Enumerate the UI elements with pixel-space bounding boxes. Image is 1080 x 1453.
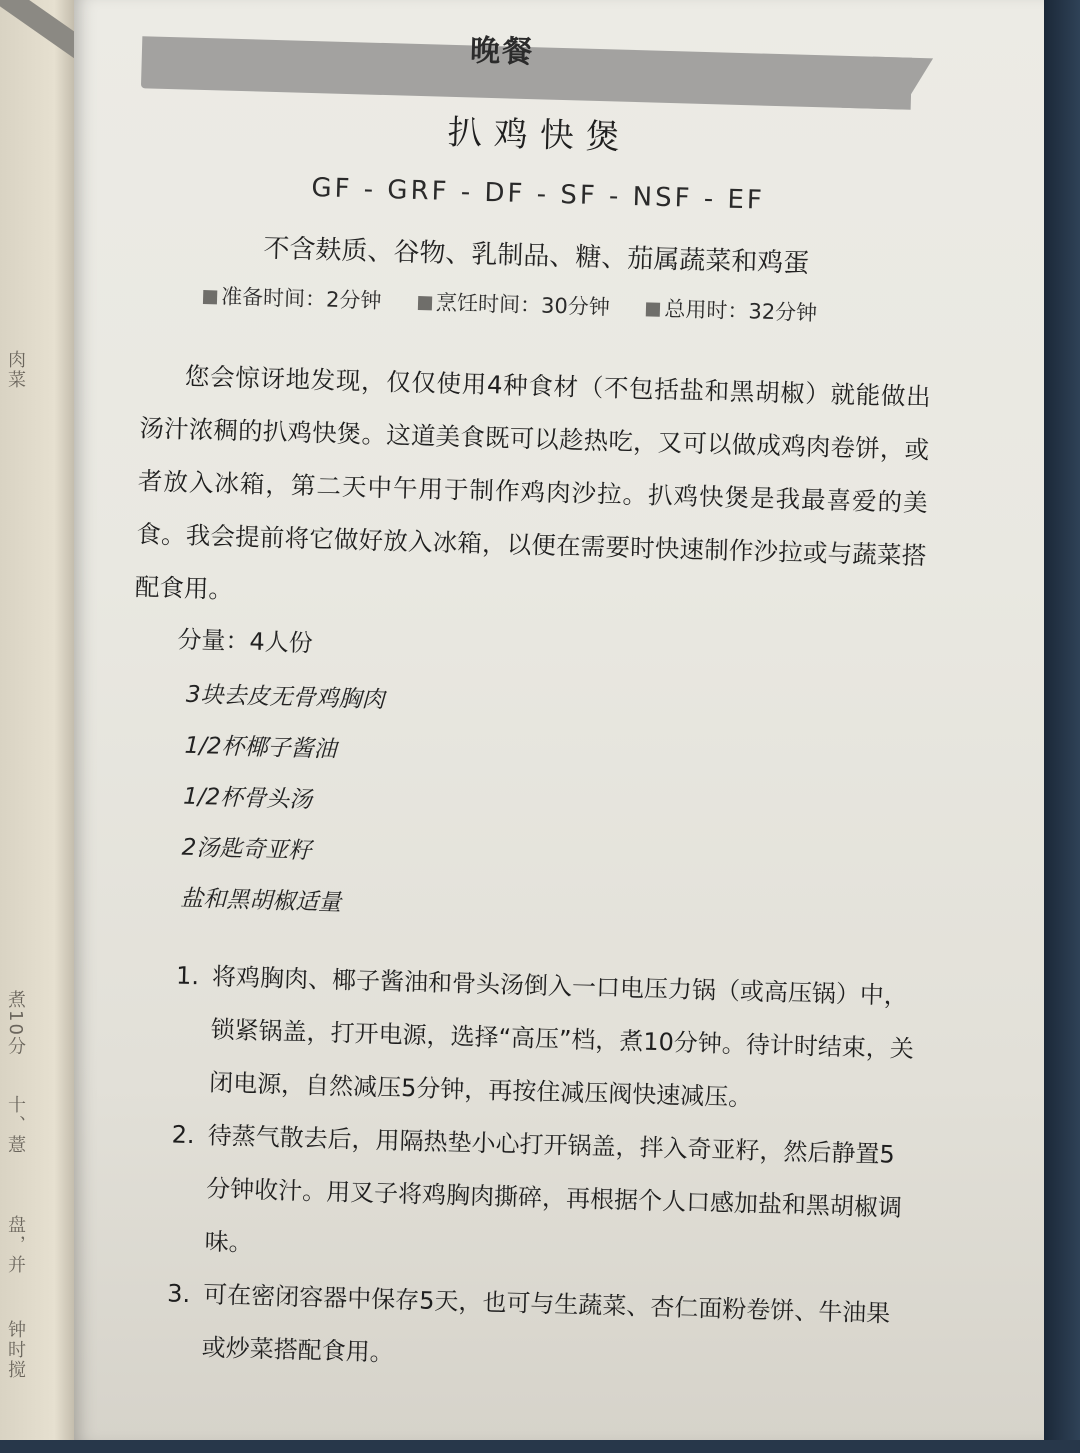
- total-time: [646, 296, 817, 325]
- cook-time-text: 烹饪时间：30分钟: [435, 290, 611, 320]
- total-time-text: 总用时：32分钟: [664, 296, 818, 326]
- left-page-fragment: 十、薏: [5, 1095, 26, 1155]
- servings: 分量：4人份: [177, 625, 314, 658]
- step-text: 可在密闭容器中保存5天，也可与生蔬菜、杏仁面粉卷饼、牛油果或炒菜搭配食用。: [201, 1280, 891, 1367]
- step-item: [172, 950, 916, 1130]
- step-text: 将鸡胸肉、椰子酱油和骨头汤倒入一口电压力锅（或高压锅）中，锁紧锅盖，打开电源，选择“高压”档，煮10分钟。待计时结束，关闭电源，自然减压5分钟，再按住减压阀快速减压。: [208, 962, 915, 1112]
- book-page: [74, 0, 1044, 1440]
- page-content: [54, 0, 1064, 1453]
- cook-time: [418, 290, 610, 319]
- prep-time: [203, 284, 382, 313]
- left-page-fragment: 肉菜: [5, 350, 26, 390]
- step-item: [168, 1109, 912, 1289]
- time-info: [203, 280, 904, 330]
- square-bullet-icon: [418, 296, 432, 310]
- free-of-line: 不含麸质、谷物、乳制品、糖、茄属蔬菜和鸡蛋: [263, 233, 810, 279]
- step-number: 1.: [175, 961, 200, 991]
- recipe-intro: 您会惊讶地发现，仅仅使用4种食材（不包括盐和黑胡椒）就能做出汤汁浓稠的扒鸡快煲。这道美食既可以趁热吃，又可以做成鸡肉卷饼，或者放入冰箱，第二天中午用于制作鸡肉沙拉。扒鸡快煲是我最喜爱的美食。我会提前将它做好放入冰箱，以便在需要时快速制作沙拉或与蔬菜搭配食用。: [134, 361, 932, 604]
- step-number: 3.: [166, 1279, 191, 1309]
- left-page-fragment: 煮10分: [5, 990, 26, 1057]
- diet-codes: GF - GRF - DF - SF - NSF - EF: [311, 173, 766, 216]
- prep-time-text: 准备时间：2分钟: [220, 284, 382, 314]
- left-page-fragment: 盘，并: [5, 1215, 26, 1275]
- step-list: [165, 950, 917, 1394]
- ingredient-list: [180, 670, 386, 930]
- step-text: 待蒸气散去后，用隔热垫小心打开锅盖，拌入奇亚籽，然后静置5分钟收汁。用叉子将鸡胸肉撕碎，再根据个人口感加盐和黑胡椒调味。: [204, 1121, 903, 1257]
- ingredient-item: 2汤匙奇亚籽: [181, 834, 312, 865]
- square-bullet-icon: [646, 302, 660, 316]
- left-page-fragment: 钟时搅: [5, 1320, 26, 1380]
- section-title: 晚餐: [469, 33, 535, 71]
- ingredient-item: 1/2杯骨头汤: [182, 783, 313, 814]
- ingredient-item: 盐和黑胡椒适量: [179, 885, 342, 917]
- recipe-title: 扒鸡快煲: [447, 112, 633, 158]
- left-page-header-band: [0, 0, 78, 64]
- step-item: [165, 1267, 908, 1394]
- ingredient-item: 1/2杯椰子酱油: [184, 732, 337, 763]
- ingredient-item: 3块去皮无骨鸡胸肉: [185, 681, 385, 714]
- step-number: 2.: [171, 1120, 196, 1150]
- background-edge: [1044, 0, 1080, 1440]
- square-bullet-icon: [203, 290, 217, 304]
